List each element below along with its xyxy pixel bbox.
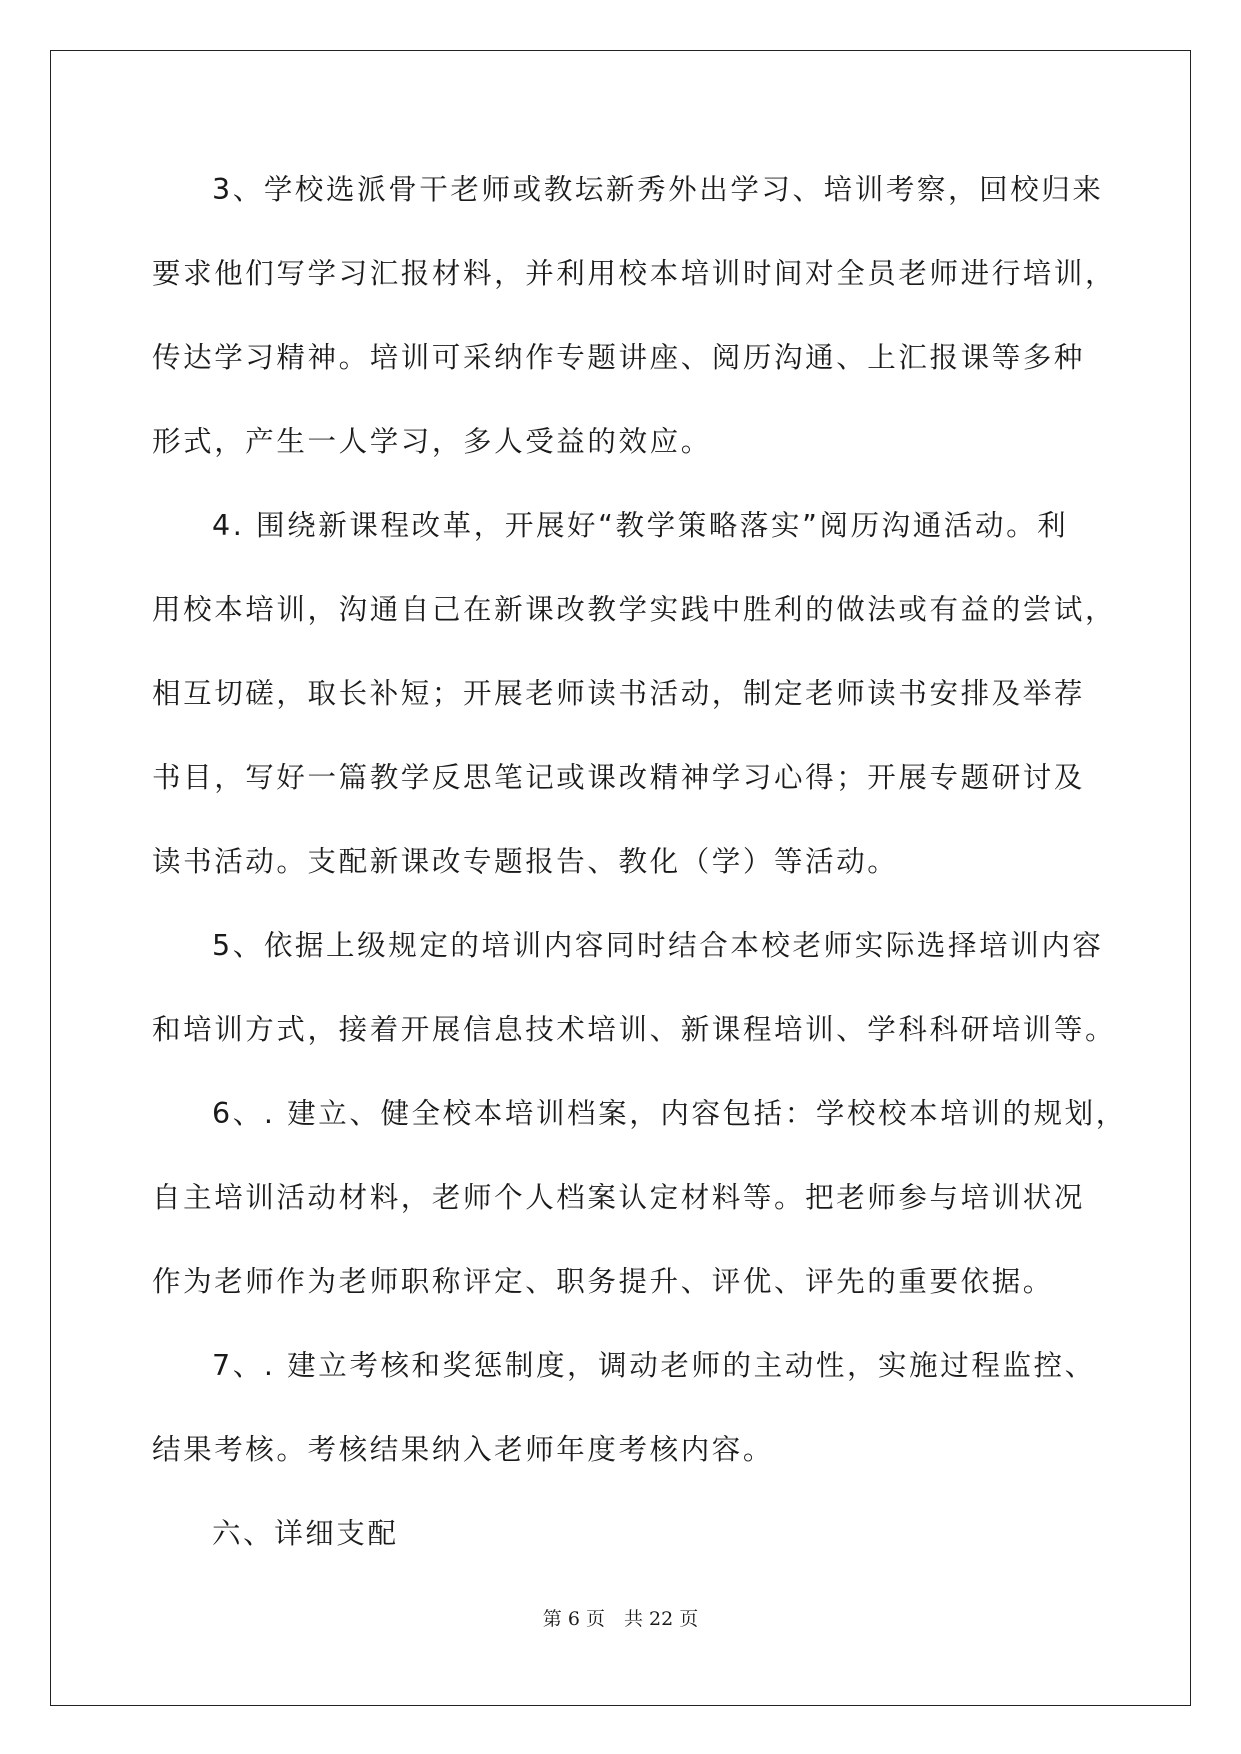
text-line: 作为老师作为老师职称评定、职务提升、评优、评先的重要依据。: [152, 1265, 1054, 1298]
page-footer: 第 6 页 共 22 页: [542, 1608, 699, 1630]
text-line: 4. 围绕新课程改革，开展好“教学策略落实”阅历沟通活动。利: [212, 509, 1069, 542]
text-line: 7、. 建立考核和奖惩制度，调动老师的主动性，实施过程监控、: [212, 1349, 1096, 1382]
text-line: 和培训方式，接着开展信息技术培训、新课程培训、学科科研培训等。: [152, 1013, 1117, 1046]
text-line: 形式，产生一人学习，多人受益的效应。: [152, 425, 712, 458]
document-body: [152, 158, 1127, 1586]
text-line: 6、. 建立、健全校本培训档案，内容包括：学校校本培训的规划，: [212, 1097, 1127, 1130]
text-line: 书目，写好一篇教学反思笔记或课改精神学习心得；开展专题研讨及: [152, 761, 1086, 794]
text-line: 相互切磋，取长补短；开展老师读书活动，制定老师读书安排及举荐: [152, 677, 1086, 710]
text-line: 自主培训活动材料，老师个人档案认定材料等。把老师参与培训状况: [152, 1181, 1086, 1214]
text-line: 结果考核。考核结果纳入老师年度考核内容。: [152, 1433, 775, 1466]
text-line: 要求他们写学习汇报材料，并利用校本培训时间对全员老师进行培训，: [152, 257, 1117, 290]
text-line: 用校本培训，沟通自己在新课改教学实践中胜利的做法或有益的尝试，: [152, 593, 1117, 626]
text-line: 3、学校选派骨干老师或教坛新秀外出学习、培训考察，回校归来: [212, 173, 1104, 206]
section-heading: 六、详细支配: [212, 1517, 399, 1550]
text-line: 5、依据上级规定的培训内容同时结合本校老师实际选择培训内容: [212, 929, 1104, 962]
text-line: 传达学习精神。培训可采纳作专题讲座、阅历沟通、上汇报课等多种: [152, 341, 1086, 374]
text-line: 读书活动。支配新课改专题报告、教化（学）等活动。: [152, 845, 899, 878]
